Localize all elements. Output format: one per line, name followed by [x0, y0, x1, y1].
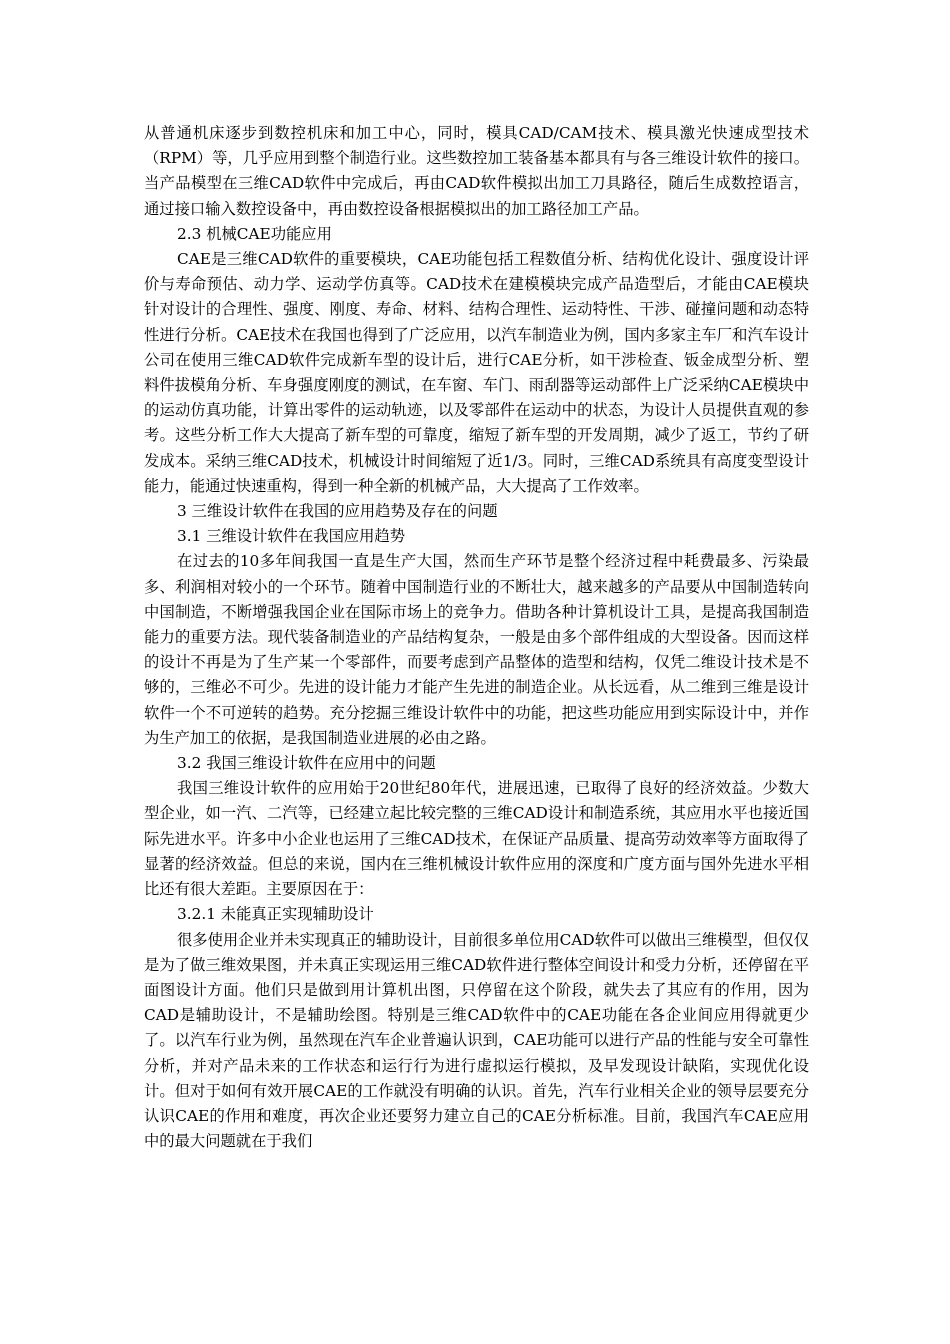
- paragraph-auxiliary-design: 很多使用企业并未实现真正的辅助设计，目前很多单位用CAD软件可以做出三维模型，但仅仅是为了做三维效果图，并未真正实现运用三维CAD软件进行整体空间设计和受力分析，还停留在平面图设计方面。他们只是做到用计算机出图，只停留在这个阶段，就失去了其应有的作用，因为CAD是辅助设计，不是辅助绘图。特别是三维CAD软件中的CAE功能在各企业间应用得就更少了。以汽车行业为例，虽然现在汽车企业普遍认识到，CAE功能可以进行产品的性能与安全可靠性分析，并对产品未来的工作状态和运行行为进行虚拟运行模拟，及早发现设计缺陷，实现优化设计。但对于如何有效开展CAE的工作就没有明确的认识。首先，汽车行业相关企业的领导层要充分认识CAE的作用和难度，再次企业还要努力建立自己的CAE分析标准。目前，我国汽车CAE应用中的最大问题就在于我们: [144, 930, 809, 1151]
- paragraph-cae-function: CAE是三维CAD软件的重要模块，CAE功能包括工程数值分析、结构优化设计、强度设计评价与寿命预估、动力学、运动学仿真等。CAD技术在建模模块完成产品造型后，才能由CAE模块针对设计的合理性、强度、刚度、寿命、材料、结构合理性、运动特性、干涉、碰撞问题和动态特性进行分析。CAE技术在我国也得到了广泛应用，以汽车制造业为例，国内多家主车厂和汽车设计公司在使用三维CAD软件完成新车型的设计后，进行CAE分析，如干涉检查、钣金成型分析、塑料件拔模角分析、车身强度刚度的测试，在车窗、车门、雨刮器等运动部件上广泛采纳CAE模块中的运动仿真功能，计算出零件的运动轨迹，以及零部件在运动中的状态，为设计人员提供直观的参考。这些分析工作大大提高了新车型的可靠度，缩短了新车型的开发周期，减少了返工，节约了研发成本。采纳三维CAD技术，机械设计时间缩短了近1/3。同时，三维CAD系统具有高度变型设计能力，能通过快速重构，得到一种全新的机械产品，大大提高了工作效率。: [144, 250, 809, 495]
- paragraph-cnc-machining: 从普通机床逐步到数控机床和加工中心，同时，模具CAD/CAM技术、模具激光快速成型技术（RPM）等，几乎应用到整个制造行业。这些数控加工装备基本都具有与各三维设计软件的接口。当产品模型在三维CAD软件中完成后，再由CAD软件模拟出加工刀具路径，随后生成数控语言，通过接口输入数控设备中，再由数控设备根据模拟出的加工路径加工产品。: [144, 124, 809, 218]
- section-heading-3-1: 3.1 三维设计软件在我国应用趋势: [177, 527, 406, 546]
- paragraph-application-problems: 我国三维设计软件的应用始于20世纪80年代，进展迅速，已取得了良好的经济效益。少数大型企业，如一汽、二汽等，已经建立起比较完整的三维CAD设计和制造系统，其应用水平也接近国际先进水平。许多中小企业也运用了三维CAD技术，在保证产品质量、提高劳动效率等方面取得了显著的经济效益。但总的来说，国内在三维机械设计软件应用的深度和广度方面与国外先进水平相比还有很大差距。主要原因在于：: [144, 779, 809, 899]
- paragraph-application-trend: 在过去的10多年间我国一直是生产大国，然而生产环节是整个经济过程中耗费最多、污染最多、利润相对较小的一个环节。随着中国制造行业的不断壮大，越来越多的产品要从中国制造转向中国制造，不断增强我国企业在国际市场上的竞争力。借助各种计算机设计工具，是提高我国制造能力的重要方法。现代装备制造业的产品结构复杂，一般是由多个部件组成的大型设备。因而这样的设计不再是为了生产某一个零部件，而要考虑到产品整体的造型和结构，仅凭二维设计技术是不够的，三维必不可少。先进的设计能力才能产生先进的制造企业。从长远看，从二维到三维是设计软件一个不可逆转的趋势。充分挖掘三维设计软件中的功能，把这些功能应用到实际设计中，并作为生产加工的依据，是我国制造业进展的必由之路。: [144, 552, 809, 747]
- section-heading-3: 3 三维设计软件在我国的应用趋势及存在的问题: [177, 502, 498, 521]
- section-heading-3-2-1: 3.2.1 未能真正实现辅助设计: [177, 905, 374, 924]
- document-page: [144, 121, 809, 1154]
- section-heading-3-2: 3.2 我国三维设计软件在应用中的问题: [177, 754, 436, 773]
- section-heading-2-3: 2.3 机械CAE功能应用: [177, 224, 332, 243]
